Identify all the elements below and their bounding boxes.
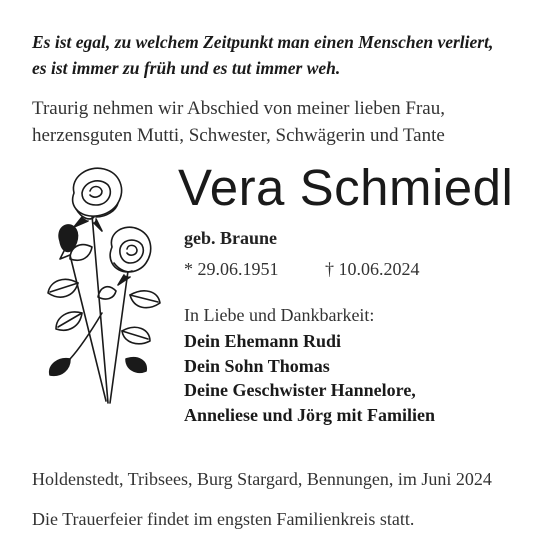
funeral-note: Die Trauerfeier findet im engsten Familienkreis statt.	[32, 509, 415, 529]
mourner-line: Dein Sohn Thomas	[184, 355, 330, 376]
intro-text	[32, 95, 537, 149]
mourner-line: Dein Ehemann Rudi	[184, 331, 342, 351]
mourners-lead: In Liebe und Dankbarkeit:	[184, 305, 375, 325]
intro-line: herzensguten Mutti, Schwester, Schwägerin und Tante	[32, 125, 445, 146]
quote-line: es ist immer zu früh und es tut immer weh.	[32, 58, 341, 78]
life-dates	[184, 257, 420, 281]
birth-date: * 29.06.1951	[184, 259, 279, 279]
intro-line: Traurig nehmen wir Abschied von meiner lieben Frau,	[32, 98, 445, 119]
deceased-name: Vera Schmiedl	[178, 159, 514, 216]
mourners-block	[184, 303, 544, 427]
birth-name: geb. Braune	[184, 228, 278, 248]
place-and-date: Holdenstedt, Tribsees, Burg Stargard, Bennungen, im Juni 2024	[32, 469, 492, 489]
rose-illustration	[30, 163, 165, 415]
opening-quote	[32, 29, 532, 81]
death-date: † 10.06.2024	[325, 259, 420, 279]
quote-line: Es ist egal, zu welchem Zeitpunkt man einen Menschen verliert,	[32, 32, 494, 52]
mourner-line: Deine Geschwister Hannelore,	[184, 380, 416, 400]
mourner-line: Anneliese und Jörg mit Familien	[184, 404, 435, 425]
